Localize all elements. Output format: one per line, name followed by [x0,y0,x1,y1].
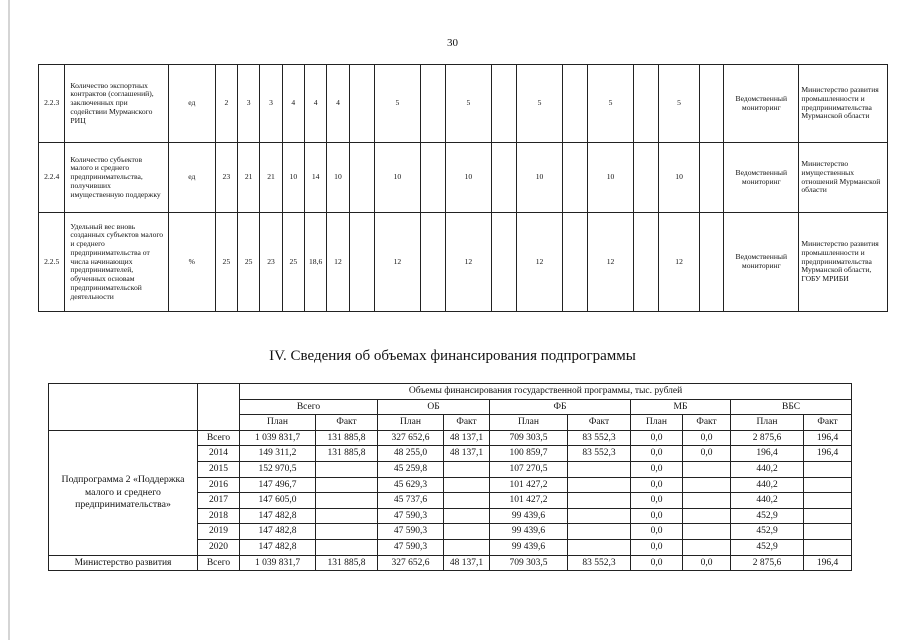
finance-cell: 131 885,8 [316,430,378,446]
finance-cell: 47 590,3 [378,508,444,524]
finance-table [48,383,852,571]
finance-header: Объемы финансирования государственной программы, тыс. рублей [240,384,852,400]
finance-cell [316,508,378,524]
finance-cell [444,508,490,524]
finance-cell [804,524,852,540]
finance-cell: 0,0 [631,477,683,493]
finance-cell: 196,4 [804,446,852,462]
row-label: 2017 [198,493,240,509]
finance-cell [568,508,631,524]
finance-cell [568,493,631,509]
indicators-table [38,64,888,312]
finance-cell [316,524,378,540]
finance-cell: 83 552,3 [568,446,631,462]
row-label: 2015 [198,461,240,477]
finance-cell: 101 427,2 [490,493,568,509]
finance-cell: 2 875,6 [731,430,804,446]
indicator-value: 5 [375,65,421,143]
indicator-value: 14 [304,143,326,213]
subprogram-name: Подпрограмма 2 «Поддержка малого и среднего предпринимательства» [49,430,198,555]
indicator-value [562,213,587,312]
fact-header: Факт [804,415,852,431]
indicator-row [39,213,888,312]
indicator-value [491,143,516,213]
indicator-name: Количество экспортных контрактов (соглашений), заключенных при содействии Мурманского РИЦ [65,65,169,143]
indicator-value: 25 [215,213,237,312]
indicator-value: 21 [238,143,260,213]
indicator-unit: ед [168,143,215,213]
row-label: 2019 [198,524,240,540]
finance-cell: 2 875,6 [731,555,804,571]
finance-cell: 99 439,6 [490,508,568,524]
indicator-value: 10 [282,143,304,213]
finance-cell: 147 482,8 [240,539,316,555]
fact-header: Факт [568,415,631,431]
finance-cell: 47 590,3 [378,524,444,540]
finance-cell: 147 482,8 [240,524,316,540]
row-label: Всего [198,430,240,446]
finance-cell: 196,4 [804,555,852,571]
indicator-value [633,65,658,143]
finance-cell: 1 039 831,7 [240,430,316,446]
finance-cell: 440,2 [731,493,804,509]
finance-cell: 149 311,2 [240,446,316,462]
finance-cell [316,539,378,555]
group-ob: ОБ [378,399,490,415]
indicator-value [699,65,723,143]
finance-cell: 83 552,3 [568,430,631,446]
indicator-value [633,213,658,312]
indicator-value: 4 [282,65,304,143]
finance-cell [804,493,852,509]
finance-cell: 0,0 [631,524,683,540]
indicator-unit: % [168,213,215,312]
group-fb: ФБ [490,399,631,415]
finance-cell: 0,0 [631,461,683,477]
row-label: 2020 [198,539,240,555]
indicator-value: 5 [588,65,634,143]
indicator-value: 10 [446,143,492,213]
finance-cell: 1 039 831,7 [240,555,316,571]
group-vbs: ВБС [731,399,852,415]
indicator-number: 2.2.5 [39,213,65,312]
indicator-value: 18,6 [304,213,326,312]
finance-cell: 45 629,3 [378,477,444,493]
indicator-value: 12 [327,213,349,312]
indicator-value: 25 [238,213,260,312]
indicator-value [633,143,658,213]
indicator-executor: Министерство развития промышленности и предпринимательства Мурманской области, ГОБУ МРИБИ [799,213,888,312]
finance-cell [683,539,731,555]
finance-cell: 0,0 [683,430,731,446]
indicator-value [349,213,374,312]
indicator-source: Ведомственный мониторинг [724,65,799,143]
finance-cell [568,524,631,540]
indicator-source: Ведомственный мониторинг [724,213,799,312]
plan-header: План [490,415,568,431]
indicator-value: 10 [327,143,349,213]
finance-cell: 0,0 [631,446,683,462]
ministry-row [49,555,852,571]
indicator-name: Удельный вес вновь созданных субъектов малого и среднего предпринимательства от числа начинающих предпринимателей, обученных основам предпринимательской деятельности [65,213,169,312]
finance-cell: 196,4 [804,430,852,446]
indicator-source: Ведомственный мониторинг [724,143,799,213]
indicator-value: 2 [215,65,237,143]
indicator-value: 12 [588,213,634,312]
finance-cell: 48 255,0 [378,446,444,462]
finance-cell [804,477,852,493]
finance-cell: 196,4 [731,446,804,462]
finance-cell [316,493,378,509]
finance-cell: 131 885,8 [316,446,378,462]
indicator-value: 12 [446,213,492,312]
indicator-row [39,143,888,213]
indicator-value: 21 [260,143,282,213]
finance-cell: 0,0 [631,508,683,524]
group-total: Всего [240,399,378,415]
finance-cell: 147 482,8 [240,508,316,524]
indicator-value: 12 [375,213,421,312]
finance-cell [683,493,731,509]
indicator-value [562,143,587,213]
indicator-value: 12 [659,213,700,312]
row-label: 2016 [198,477,240,493]
finance-cell: 0,0 [631,430,683,446]
row-label: 2018 [198,508,240,524]
finance-cell [683,477,731,493]
finance-cell: 107 270,5 [490,461,568,477]
page-number: 30 [447,37,458,49]
indicator-value: 3 [238,65,260,143]
finance-cell [568,539,631,555]
indicator-number: 2.2.3 [39,65,65,143]
finance-cell: 0,0 [683,555,731,571]
finance-cell: 452,9 [731,524,804,540]
indicator-value: 5 [517,65,563,143]
indicator-value: 10 [659,143,700,213]
indicator-executor: Министерство развития промышленности и предпринимательства Мурманской области [799,65,888,143]
indicator-value [491,213,516,312]
indicator-value [420,213,445,312]
finance-cell: 101 427,2 [490,477,568,493]
indicator-value: 5 [659,65,700,143]
finance-cell [804,461,852,477]
plan-header: План [378,415,444,431]
finance-row [49,430,852,446]
finance-cell [683,524,731,540]
header-blank [49,384,198,431]
indicator-value: 10 [588,143,634,213]
header-blank-2 [198,384,240,431]
indicator-value: 23 [260,213,282,312]
finance-cell: 452,9 [731,508,804,524]
indicator-value [491,65,516,143]
indicator-number: 2.2.4 [39,143,65,213]
finance-cell: 48 137,1 [444,555,490,571]
finance-cell: 147 605,0 [240,493,316,509]
indicator-value [420,65,445,143]
finance-cell: 709 303,5 [490,555,568,571]
finance-cell [444,477,490,493]
finance-cell [683,461,731,477]
indicator-value: 10 [375,143,421,213]
fact-header: Факт [316,415,378,431]
finance-cell: 99 439,6 [490,539,568,555]
finance-cell: 0,0 [631,555,683,571]
finance-cell: 99 439,6 [490,524,568,540]
indicator-executor: Министерство имущественных отношений Мурманской области [799,143,888,213]
finance-cell: 45 259,8 [378,461,444,477]
finance-cell: 100 859,7 [490,446,568,462]
indicator-name: Количество субъектов малого и среднего предпринимательства, получивших имущественную поддержку [65,143,169,213]
finance-cell [568,477,631,493]
finance-cell [444,539,490,555]
indicator-value [562,65,587,143]
finance-cell: 147 496,7 [240,477,316,493]
ministry-name: Министерство развития [49,555,198,571]
finance-cell: 440,2 [731,477,804,493]
finance-cell [316,461,378,477]
scan-edge [8,0,10,640]
finance-cell: 0,0 [631,493,683,509]
indicator-value [420,143,445,213]
indicator-value: 4 [304,65,326,143]
finance-cell [683,508,731,524]
finance-cell: 327 652,6 [378,430,444,446]
indicator-row [39,65,888,143]
row-label: 2014 [198,446,240,462]
finance-cell: 48 137,1 [444,446,490,462]
section-title: IV. Сведения об объемах финансирования подпрограммы [269,348,636,364]
finance-cell [444,493,490,509]
row-label: Всего [198,555,240,571]
indicator-value [699,213,723,312]
finance-cell: 45 737,6 [378,493,444,509]
finance-cell: 131 885,8 [316,555,378,571]
finance-cell: 47 590,3 [378,539,444,555]
finance-cell: 152 970,5 [240,461,316,477]
indicator-value [699,143,723,213]
finance-cell [444,524,490,540]
finance-cell: 327 652,6 [378,555,444,571]
finance-cell: 709 303,5 [490,430,568,446]
finance-cell [804,508,852,524]
indicator-value: 12 [517,213,563,312]
indicator-value [349,143,374,213]
fact-header: Факт [444,415,490,431]
group-mb: МБ [631,399,731,415]
indicator-unit: ед [168,65,215,143]
indicator-value: 3 [260,65,282,143]
plan-header: План [731,415,804,431]
fact-header: Факт [683,415,731,431]
finance-cell [804,539,852,555]
indicator-value [349,65,374,143]
finance-cell [444,461,490,477]
indicator-value: 4 [327,65,349,143]
indicator-value: 23 [215,143,237,213]
indicator-value: 5 [446,65,492,143]
indicator-value: 10 [517,143,563,213]
finance-cell: 0,0 [631,539,683,555]
indicator-value: 25 [282,213,304,312]
finance-cell [316,477,378,493]
finance-cell: 48 137,1 [444,430,490,446]
finance-cell: 0,0 [683,446,731,462]
finance-cell [568,461,631,477]
finance-cell: 83 552,3 [568,555,631,571]
plan-header: План [631,415,683,431]
finance-cell: 452,9 [731,539,804,555]
finance-cell: 440,2 [731,461,804,477]
plan-header: План [240,415,316,431]
